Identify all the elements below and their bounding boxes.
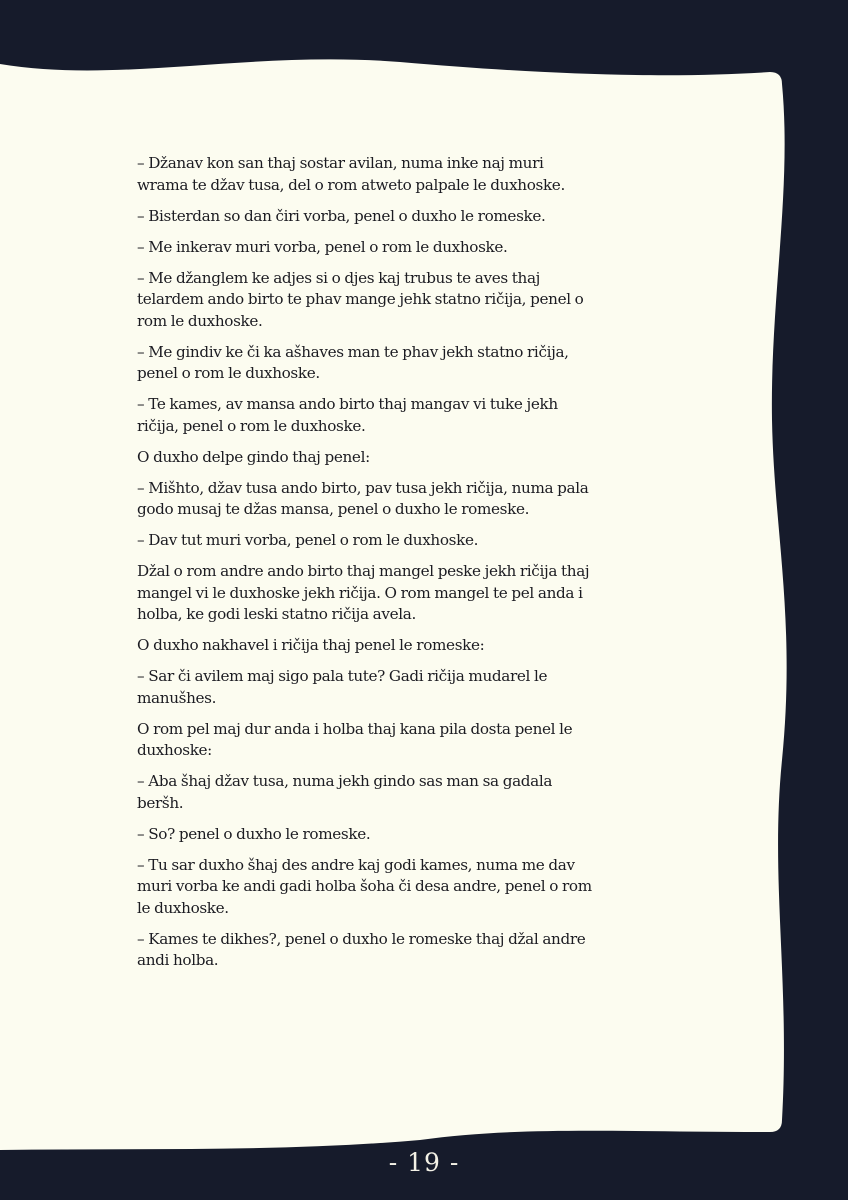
paragraph-13: O rom pel maj dur anda i holba thaj kana pila dosta penel le duxhoske: xyxy=(137,719,573,759)
paragraph-11: O duxho nakhavel i ričija thaj penel le romeske: xyxy=(137,636,485,654)
paragraph-3: – Me inkerav muri vorba, penel o rom le duxhoske. xyxy=(137,237,508,256)
paragraph-14: – Aba šhaj džav tusa, numa jekh gindo sas man sa gadala beršh. xyxy=(137,772,553,812)
paragraph-17: – Kames te dikhes?, penel o duxho le romeske thaj džal andre andi holba. xyxy=(137,929,586,969)
paragraph-15: – So? penel o duxho le romeske. xyxy=(137,824,371,843)
paragraph-12: – Sar či avilem maj sigo pala tute? Gadi ričija mudarel le manušhes. xyxy=(137,667,548,707)
paragraph-10: Džal o rom andre ando birto thaj mangel peske jekh ričija thaj mangel vi le duxhoske jekh ričija. O rom mangel te pel anda i holba, ke godi leski statno ričija avela. xyxy=(137,562,590,623)
story-text xyxy=(137,153,592,981)
paragraph-6: – Te kames, av mansa ando birto thaj mangav vi tuke jekh ričija, penel o rom le duxhoske. xyxy=(137,395,558,435)
paragraph-4: – Me džanglem ke adjes si o djes kaj trubus te aves thaj telardem ando birto te phav mange jehk statno ričija, penel o rom le duxhoske. xyxy=(137,268,584,330)
paragraph-1: – Džanav kon san thaj sostar avilan, numa inke naj muri wrama te džav tusa, del o rom atweto palpale le duxhoske. xyxy=(137,154,565,194)
paragraph-2: – Bisterdan so dan čiri vorba, penel o duxho le romeske. xyxy=(137,206,546,225)
paragraph-16: – Tu sar duxho šhaj des andre kaj godi kames, numa me dav muri vorba ke andi gadi holba šoha či desa andre, penel o rom le duxhoske. xyxy=(137,855,592,917)
paragraph-9: – Dav tut muri vorba, penel o rom le duxhoske. xyxy=(137,531,479,549)
paragraph-8: – Mišhto, džav tusa ando birto, pav tusa jekh ričija, numa pala godo musaj te džas mansa, penel o duxho le romeske. xyxy=(137,478,589,518)
paragraph-7: O duxho delpe gindo thaj penel: xyxy=(137,447,370,466)
page-number: - 19 - xyxy=(388,1148,460,1177)
paragraph-5: – Me gindiv ke či ka ašhaves man te phav jekh statno ričija, penel o rom le duxhoske. xyxy=(137,342,569,382)
